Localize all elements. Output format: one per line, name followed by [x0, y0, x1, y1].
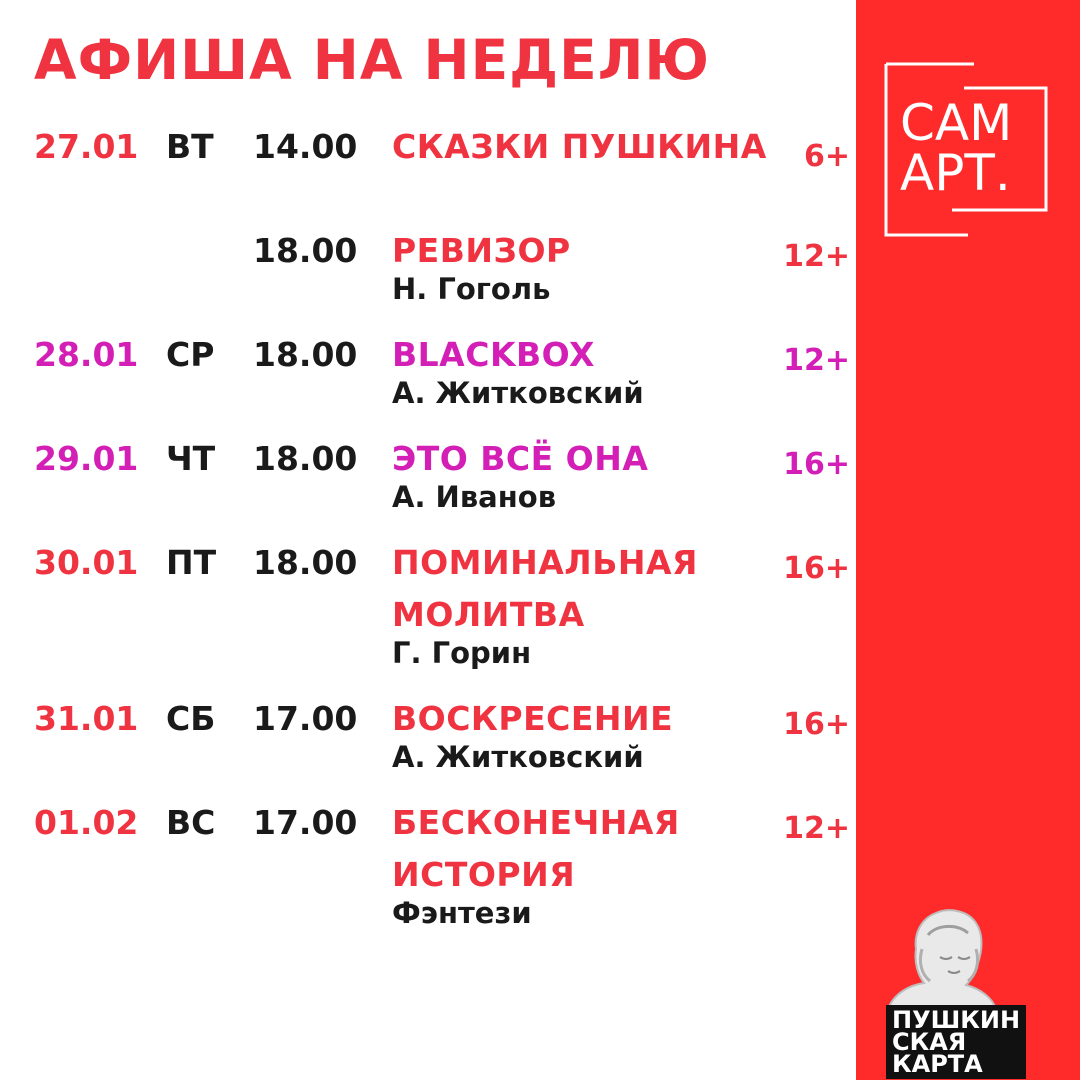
- event-author: А. Житковский: [392, 740, 644, 774]
- logo-line1: САМ: [900, 94, 1013, 152]
- pushkin-card-line3: КАРТА: [892, 1050, 983, 1078]
- event-title: ВОСКРЕСЕНИЕ: [392, 699, 674, 738]
- event-title: РЕВИЗОР: [392, 231, 571, 270]
- event-day: ПТ: [166, 543, 217, 582]
- event-author: Г. Горин: [392, 636, 532, 670]
- event-title-line2: ИСТОРИЯ: [392, 855, 576, 894]
- age-rating: 16+: [783, 707, 850, 742]
- age-rating: 12+: [783, 343, 850, 378]
- event-day: ВТ: [166, 127, 214, 166]
- event-time: 14.00: [253, 127, 358, 166]
- event-time: 18.00: [253, 335, 358, 374]
- event-date: 28.01: [34, 335, 139, 374]
- event-time: 18.00: [253, 439, 358, 478]
- logo-line2: АРТ.: [900, 144, 1011, 202]
- event-day: СР: [166, 335, 215, 374]
- event-day: СБ: [166, 699, 216, 738]
- event-title-line1: ПОМИНАЛЬНАЯ: [392, 543, 698, 582]
- age-rating: 16+: [783, 447, 850, 482]
- event-author: А. Житковский: [392, 376, 644, 410]
- event-author: А. Иванов: [392, 480, 557, 514]
- event-date: 30.01: [34, 543, 139, 582]
- pushkin-card-label: [886, 1005, 1026, 1079]
- age-rating: 12+: [783, 239, 850, 274]
- samart-logo: [884, 62, 1049, 237]
- pushkin-card-line2: СКАЯ: [892, 1028, 967, 1056]
- event-title-line1: БЕСКОНЕЧНАЯ: [392, 803, 680, 842]
- event-title: СКАЗКИ ПУШКИНА: [392, 127, 767, 166]
- event-date: 27.01: [34, 127, 139, 166]
- event-time: 17.00: [253, 803, 358, 842]
- event-date: 01.02: [34, 803, 139, 842]
- event-title-line2: МОЛИТВА: [392, 595, 585, 634]
- age-rating: 16+: [783, 551, 850, 586]
- event-author: Н. Гоголь: [392, 272, 551, 306]
- event-date: 29.01: [34, 439, 139, 478]
- event-title: BLACKBOX: [392, 335, 595, 374]
- event-title: ЭТО ВСЁ ОНА: [392, 439, 649, 478]
- event-author: Фэнтези: [392, 896, 532, 930]
- page-title: АФИША НА НЕДЕЛЮ: [34, 28, 710, 92]
- event-time: 18.00: [253, 543, 358, 582]
- pushkin-card-line1: ПУШКИН: [892, 1006, 1021, 1034]
- event-time: 17.00: [253, 699, 358, 738]
- event-date: 31.01: [34, 699, 139, 738]
- age-rating: 6+: [803, 139, 850, 174]
- event-day: ЧТ: [166, 439, 216, 478]
- event-time: 18.00: [253, 231, 358, 270]
- age-rating: 12+: [783, 811, 850, 846]
- event-day: ВС: [166, 803, 216, 842]
